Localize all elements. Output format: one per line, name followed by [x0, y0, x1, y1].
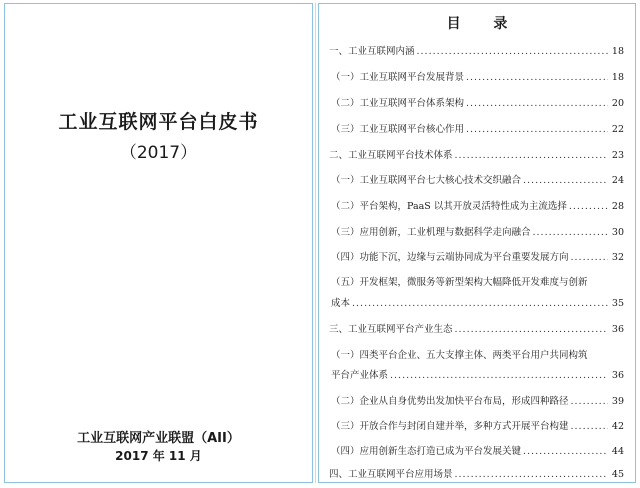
toc-entry-title: （二）企业从自身优势出发加快平台布局，形成四种路径	[331, 396, 569, 407]
toc-entry-page: 42	[611, 421, 624, 432]
toc-entry[interactable]	[331, 420, 624, 433]
toc-leader-dots	[390, 369, 608, 382]
toc-entry-title: （二）平台架构，PaaS 以其开放灵活特性成为主流选择	[331, 201, 567, 212]
toc-entry-title: 四、工业互联网平台应用场景	[329, 469, 453, 480]
toc-heading: 目 录	[446, 16, 522, 32]
toc-entry-title: （三）应用创新，工业机理与数据科学走向融合	[331, 227, 531, 238]
toc-entry-title: 三、工业互联网平台产业生态	[329, 324, 453, 335]
toc-leader-dots	[466, 123, 608, 136]
cover-organization: 工业互联网产业联盟（AII）	[77, 431, 240, 446]
toc-leader-dots	[523, 174, 608, 187]
toc-leader-dots	[571, 395, 608, 408]
toc-entry[interactable]	[331, 123, 624, 136]
toc-entry-page: 39	[611, 396, 624, 407]
toc-leader-dots	[455, 323, 608, 336]
toc-entry-page: 36	[611, 370, 624, 381]
toc-entry[interactable]	[331, 369, 624, 382]
toc-leader-dots	[466, 97, 608, 110]
toc-entry-page: 32	[611, 252, 624, 263]
cover-title: 工业互联网平台白皮书	[58, 111, 259, 133]
toc-entry-title: （四）应用创新生态打造已成为平台发展关键	[331, 446, 522, 457]
toc-leader-dots	[569, 200, 608, 213]
toc-entry[interactable]	[329, 323, 624, 336]
toc-entry-title: 二、工业互联网平台技术体系	[329, 150, 453, 161]
toc-entry-page: 28	[611, 201, 624, 212]
toc-entry[interactable]	[331, 226, 624, 239]
toc-entry-page: 18	[611, 46, 624, 57]
toc-leader-dots	[533, 226, 608, 239]
toc-entry[interactable]	[331, 395, 624, 408]
cover-page	[4, 3, 313, 483]
toc-entry[interactable]	[331, 200, 624, 213]
toc-entry[interactable]	[329, 149, 624, 162]
toc-page	[318, 3, 636, 483]
toc-leader-dots	[352, 297, 608, 310]
toc-entry-page: 18	[611, 72, 624, 83]
toc-entry-title: （四）功能下沉，边缘与云端协同成为平台重要发展方向	[331, 252, 569, 263]
toc-entry[interactable]	[329, 45, 624, 58]
toc-leader-dots	[417, 45, 608, 58]
toc-entry[interactable]	[331, 71, 624, 84]
toc-leader-dots	[455, 468, 608, 481]
toc-entry-page: 24	[611, 175, 624, 186]
toc-entry-page: 23	[611, 150, 624, 161]
toc-leader-dots	[455, 149, 608, 162]
toc-entry-page: 45	[611, 469, 624, 480]
toc-list	[319, 4, 635, 482]
page-divider	[315, 3, 316, 483]
toc-entry-page: 44	[611, 446, 624, 457]
toc-entry-title-cont: 平台产业体系	[331, 370, 389, 381]
toc-leader-dots	[571, 420, 608, 433]
toc-entry-title: （三）工业互联网平台核心作用	[331, 124, 465, 135]
toc-entry[interactable]	[331, 174, 624, 187]
cover-year: （2017）	[119, 143, 198, 163]
cover-date: 2017 年 11 月	[115, 449, 202, 463]
toc-entry[interactable]	[329, 468, 624, 481]
toc-entry[interactable]	[331, 297, 624, 310]
toc-entry-page: 22	[611, 124, 624, 135]
toc-entry-page: 30	[611, 227, 624, 238]
toc-entry-title: （二）工业互联网平台体系架构	[331, 98, 465, 109]
toc-entry-title: （三）开放合作与封闭自建并举，多种方式开展平台构建	[331, 421, 569, 432]
toc-leader-dots	[571, 251, 608, 264]
toc-leader-dots	[466, 71, 608, 84]
toc-entry-title[interactable]: （五）开发框架，微服务等新型架构大幅降低开发难度与创新	[331, 277, 588, 288]
toc-leader-dots	[523, 445, 608, 458]
toc-entry-title[interactable]: （一）四类平台企业、五大支撑主体、两类平台用户共同构筑	[331, 350, 588, 361]
toc-entry-title: 一、工业互联网内涵	[329, 46, 415, 57]
toc-entry-page: 35	[611, 298, 624, 309]
toc-entry[interactable]	[331, 97, 624, 110]
toc-entry-title-cont: 成本	[331, 298, 351, 309]
toc-entry-page: 36	[611, 324, 624, 335]
toc-entry[interactable]	[331, 445, 624, 458]
toc-entry-page: 20	[611, 98, 624, 109]
toc-entry[interactable]	[331, 251, 624, 264]
toc-entry-title: （一）工业互联网平台七大核心技术交织融合	[331, 175, 522, 186]
toc-entry-title: （一）工业互联网平台发展背景	[331, 72, 465, 83]
